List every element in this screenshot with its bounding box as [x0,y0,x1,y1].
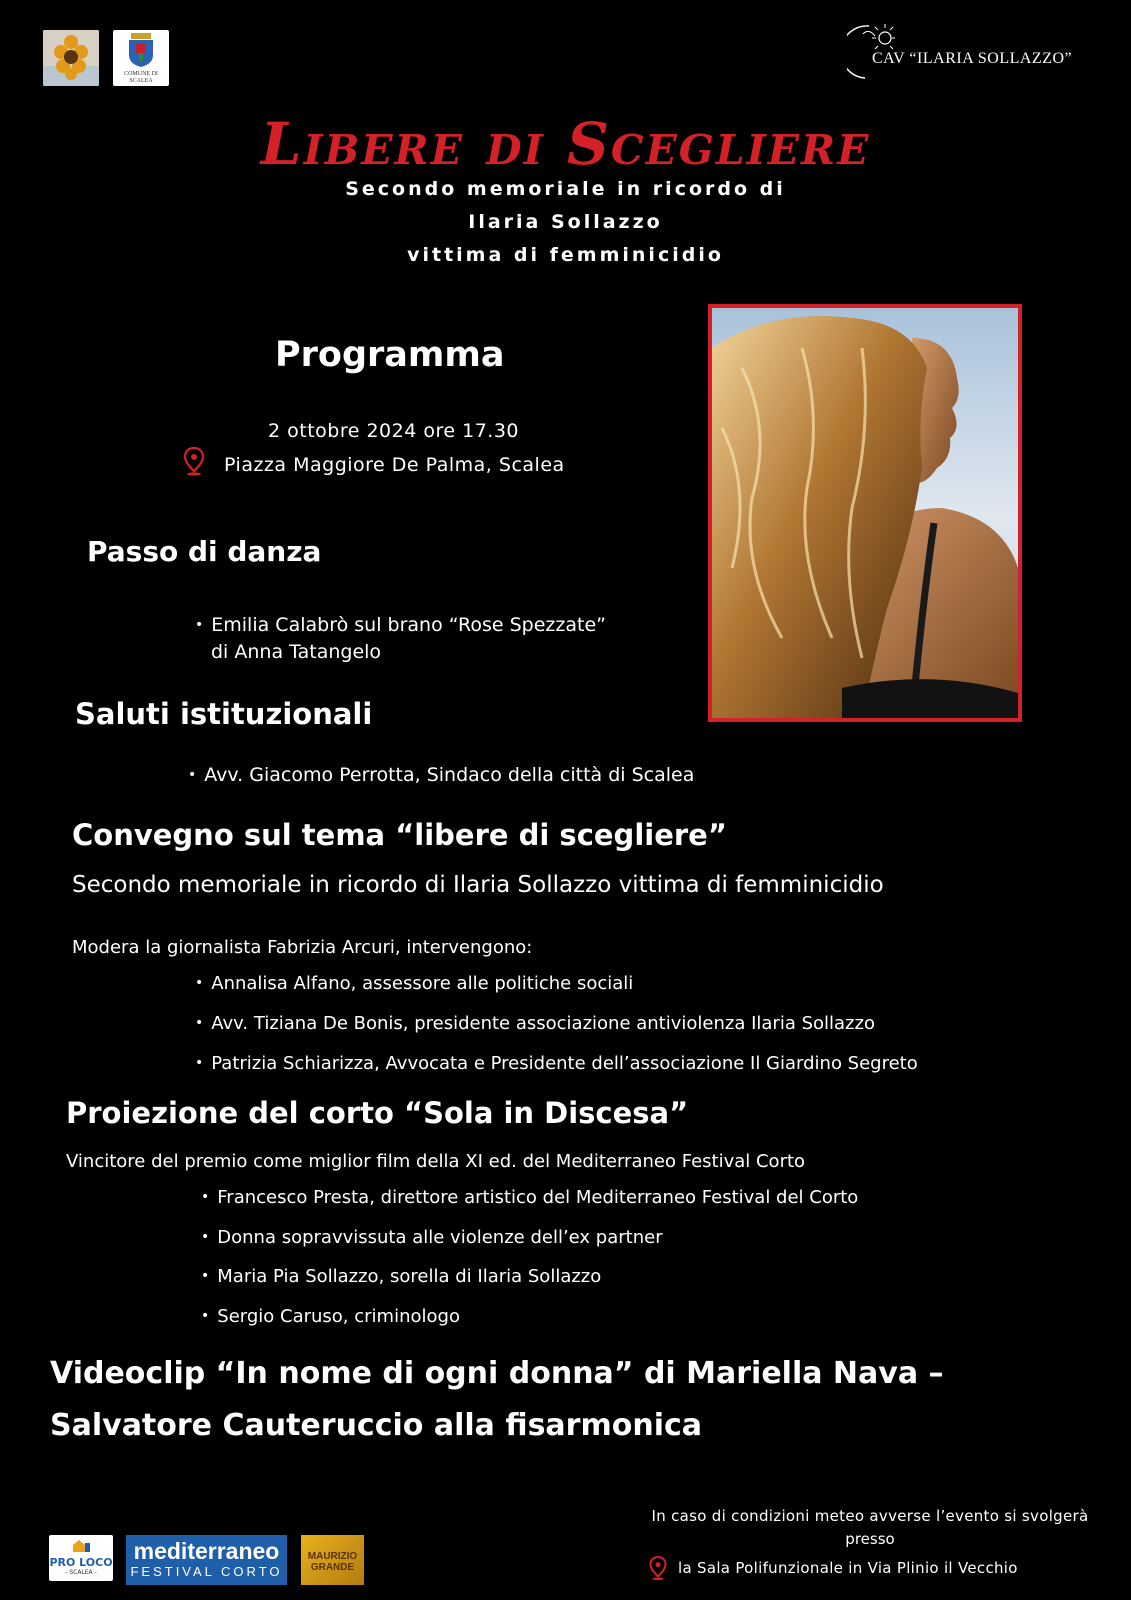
videoclip-line1: Videoclip “In nome di ogni donna” di Mariella Nava – [50,1356,944,1391]
location-pin-icon [648,1555,668,1581]
convegno-item [195,1013,875,1034]
danza-item-line2: di Anna Tatangelo [211,641,382,663]
event-date: 2 ottobre 2024 ore 17.30 [268,420,519,442]
proiezione-item [201,1227,663,1248]
proiezione-item [201,1187,858,1208]
event-title: Libere di Scegliere [260,110,871,178]
proiezione-item [201,1266,601,1287]
subtitle-line3: vittima di femminicidio [407,244,724,266]
videoclip-line2: Salvatore Cauteruccio alla fisarmonica [50,1408,703,1443]
cav-name: CAV “ILARIA SOLLAZZO” [872,50,1073,67]
rain-note-line2: presso [845,1530,895,1548]
convegno-intro: Modera la giornalista Fabrizia Arcuri, intervengono: [72,937,533,958]
danza-item [195,614,606,636]
mediterraneo-label: mediterraneo [133,1538,280,1564]
grande-label: MAURIZIO GRANDE [307,1551,358,1573]
maurizio-grande-logo [301,1535,364,1585]
convegno-subheading: Secondo memoriale in ricordo di Ilaria Sollazzo vittima di femminicidio [72,872,884,898]
proloco-label: PRO LOCO [49,1556,113,1569]
ilaria-portrait-photo [708,304,1022,722]
comune-label: COMUNE DI SCALEA [124,71,158,84]
subtitle-line1: Secondo memoriale in ricordo di [345,178,786,200]
proiezione-item-text: Donna sopravvissuta alle violenze dell’ex partner [217,1227,663,1248]
location-pin-icon [182,446,206,476]
proiezione-item-text: Maria Pia Sollazzo, sorella di Ilaria Sollazzo [217,1266,602,1287]
convegno-item-text: Annalisa Alfano, assessore alle politiche sociali [211,973,634,994]
mediterraneo-logo [126,1535,287,1585]
proloco-logo [49,1535,113,1581]
saluti-item-text: Avv. Giacomo Perrotta, Sindaco della città di Scalea [204,764,695,786]
danza-heading: Passo di danza [87,535,322,568]
convegno-item-text: Patrizia Schiarizza, Avvocata e Presidente dell’associazione Il Giardino Segreto [211,1053,918,1074]
danza-item-line1: Emilia Calabrò sul brano “Rose Spezzate” [211,614,606,636]
rain-note-line3: la Sala Polifunzionale in Via Plinio il Vecchio [678,1559,1018,1577]
convegno-heading: Convegno sul tema “libere di scegliere” [72,818,727,852]
mediterraneo-sub: FESTIVAL CORTO [130,1564,283,1579]
programma-heading: Programma [275,335,505,375]
convegno-item [195,1053,918,1074]
saluti-item [188,764,694,786]
coat-of-arms-icon [126,33,156,67]
proiezione-heading: Proiezione del corto “Sola in Discesa” [66,1096,689,1130]
proiezione-item-text: Sergio Caruso, criminologo [217,1306,460,1327]
proiezione-intro: Vincitore del premio come miglior film della XI ed. del Mediterraneo Festival Corto [66,1151,806,1172]
convegno-item-text: Avv. Tiziana De Bonis, presidente associazione antiviolenza Ilaria Sollazzo [211,1013,875,1034]
proloco-house-icon [71,1539,91,1553]
proloco-sub: - SCALEA - [65,1569,97,1576]
subtitle-line2: Ilaria Sollazzo [468,211,663,233]
proiezione-item-text: Francesco Presta, direttore artistico del Mediterraneo Festival del Corto [217,1187,859,1208]
portrait-image [712,308,1018,718]
sunflower-icon [43,30,99,86]
proiezione-item [201,1306,460,1327]
rain-note-line1: In caso di condizioni meteo avverse l’evento si svolgerà [651,1507,1089,1525]
comune-scalea-logo [113,30,169,86]
convegno-item [195,973,633,994]
event-place: Piazza Maggiore De Palma, Scalea [224,454,565,476]
saluti-heading: Saluti istituzionali [75,697,373,731]
sunflower-logo [43,30,99,86]
